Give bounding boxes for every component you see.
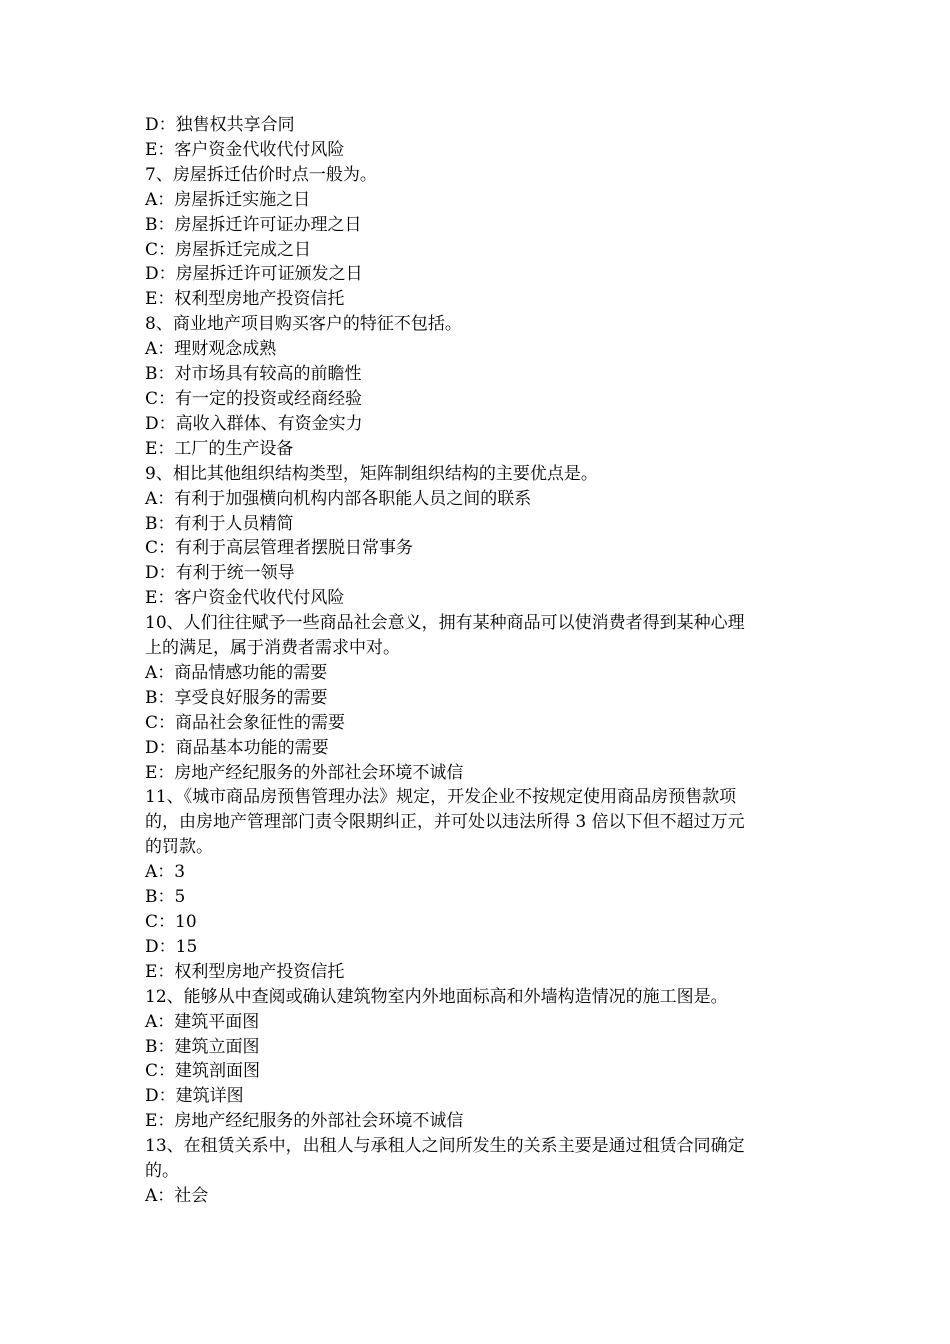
option-line: C：10 bbox=[145, 912, 197, 932]
question-text: 9、相比其他组织结构类型，矩阵制组织结构的主要优点是。 bbox=[145, 463, 598, 484]
question-text: 8、商业地产项目购买客户的特征不包括。 bbox=[145, 314, 462, 335]
option-line: D：房屋拆迁许可证颁发之日 bbox=[145, 264, 363, 285]
option-line: C：商品社会象征性的需要 bbox=[145, 712, 346, 733]
text-line: D：独售权共享合同 bbox=[145, 115, 295, 135]
option-line: A：理财观念成熟 bbox=[145, 339, 277, 360]
option-line: C：房屋拆迁完成之日 bbox=[145, 239, 312, 260]
option-line: D：15 bbox=[145, 936, 198, 957]
option-line: D：商品基本功能的需要 bbox=[145, 737, 329, 758]
option-line: B：对市场具有较高的前瞻性 bbox=[145, 364, 362, 385]
question-text: 11、《城市商品房预售管理办法》规定，开发企业不按规定使用商品房预售款项 bbox=[145, 787, 737, 808]
option-line: E：客户资金代收代付风险 bbox=[145, 588, 345, 609]
option-line: C：有利于高层管理者摆脱日常事务 bbox=[145, 538, 414, 559]
question-text: 的，由房地产管理部门责令限期纠正，并可处以违法所得 3 倍以下但不超过万元 bbox=[145, 812, 745, 833]
question-text: 10、人们往往赋予一些商品社会意义，拥有某种商品可以使消费者得到某种心理 bbox=[145, 613, 745, 634]
question-text: 上的满足，属于消费者需求中对。 bbox=[145, 638, 400, 659]
option-line: E：房地产经纪服务的外部社会环境不诚信 bbox=[145, 762, 464, 783]
option-line: B：享受良好服务的需要 bbox=[145, 687, 328, 708]
option-line: A：商品情感功能的需要 bbox=[145, 662, 328, 683]
question-text: 的罚款。 bbox=[145, 837, 213, 858]
question-text: 12、能够从中查阅或确认建筑物室内外地面标高和外墙构造情况的施工图是。 bbox=[145, 986, 728, 1007]
question-text: 13、在租赁关系中，出租人与承租人之间所发生的关系主要是通过租赁合同确定 bbox=[145, 1136, 745, 1157]
option-line: B：房屋拆迁许可证办理之日 bbox=[145, 214, 362, 235]
option-line: C：建筑剖面图 bbox=[145, 1061, 261, 1082]
option-line: D：高收入群体、有资金实力 bbox=[145, 413, 363, 434]
option-line: A：社会 bbox=[145, 1185, 209, 1206]
option-line: D：有利于统一领导 bbox=[145, 563, 295, 584]
option-line: A：有利于加强横向机构内部各职能人员之间的联系 bbox=[145, 488, 532, 509]
option-line: E：权利型房地产投资信托 bbox=[145, 961, 345, 982]
option-line: B：建筑立面图 bbox=[145, 1036, 260, 1057]
text-line: E：客户资金代收代付风险 bbox=[145, 139, 345, 160]
option-line: B：有利于人员精简 bbox=[145, 513, 294, 534]
option-line: E：房地产经纪服务的外部社会环境不诚信 bbox=[145, 1111, 464, 1132]
question-text: 的。 bbox=[145, 1161, 179, 1182]
option-line: E：工厂的生产设备 bbox=[145, 438, 294, 459]
question-text: 7、房屋拆迁估价时点一般为。 bbox=[145, 164, 377, 185]
option-line: A：3 bbox=[145, 862, 186, 883]
option-line: A：建筑平面图 bbox=[145, 1011, 260, 1032]
document-body bbox=[145, 113, 817, 1209]
option-line: E：权利型房地产投资信托 bbox=[145, 289, 345, 310]
option-line: C：有一定的投资或经商经验 bbox=[145, 388, 363, 409]
option-line: B：5 bbox=[145, 887, 186, 908]
option-line: D：建筑详图 bbox=[145, 1086, 244, 1107]
option-line: A：房屋拆迁实施之日 bbox=[145, 189, 311, 210]
